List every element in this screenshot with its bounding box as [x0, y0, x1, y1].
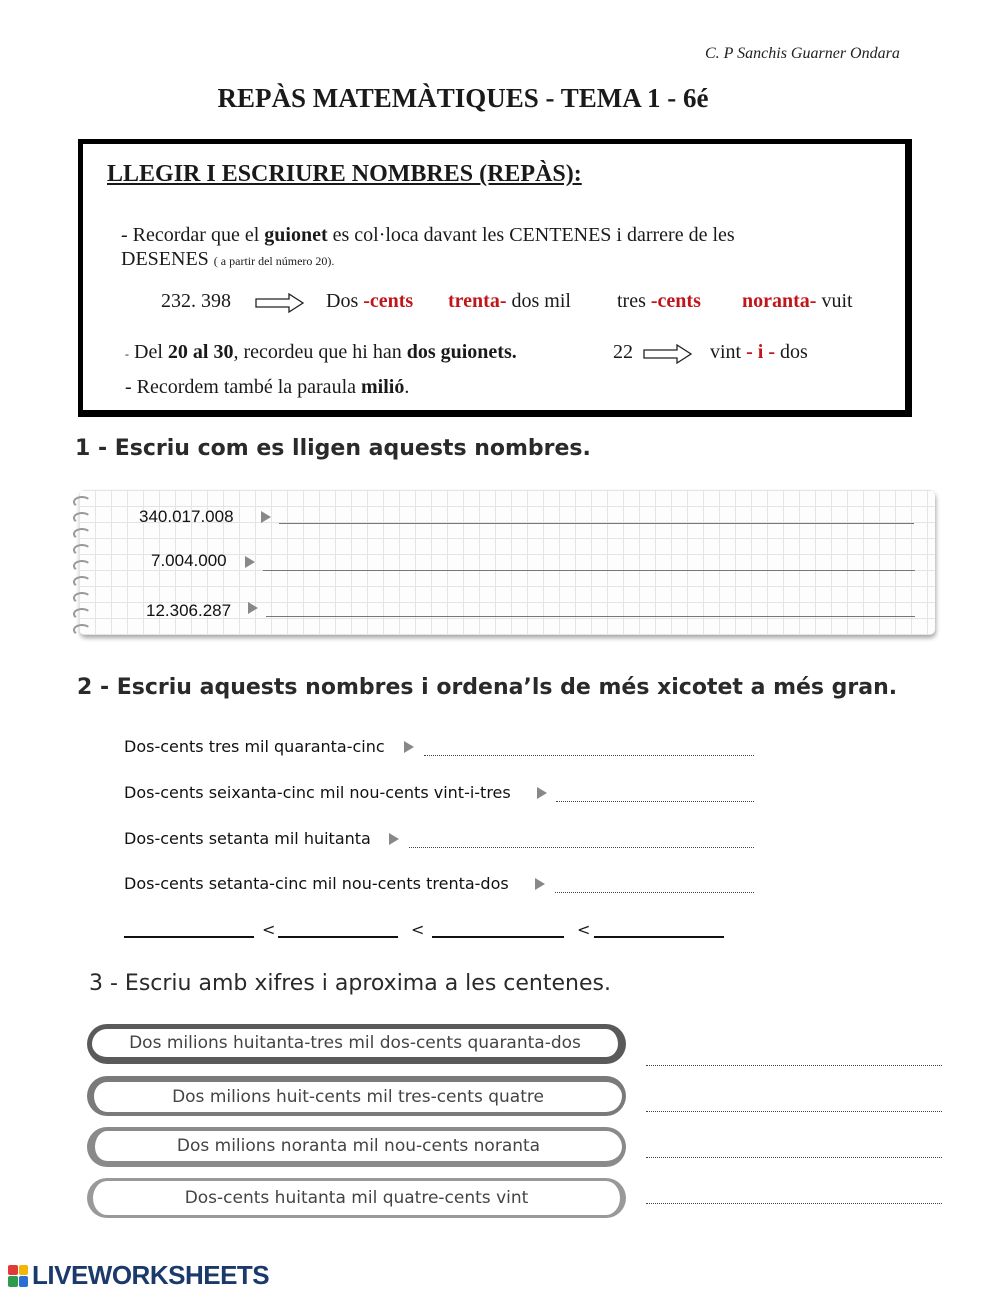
play-arrow-icon [535, 878, 545, 890]
rules-heading: LLEGIR I ESCRIURE NOMBRES (REPÀS): [107, 161, 582, 187]
rule-text: - Recordar que el [121, 224, 265, 246]
q3-answer-line-1[interactable] [646, 1065, 942, 1066]
example-1-part-b [448, 290, 571, 313]
rule-line-4 [125, 376, 409, 399]
logo-square [8, 1276, 18, 1287]
play-arrow-icon [248, 602, 258, 614]
spiral-ring [73, 608, 91, 620]
example-2-number: 22 [613, 341, 633, 363]
rule-line-2 [121, 248, 334, 271]
q2-answer-line-4[interactable] [555, 892, 754, 893]
q3-item-4 [87, 1178, 626, 1218]
logo-text: LIVEWORKSHEETS [32, 1260, 270, 1290]
q3-item-text: Dos milions huit-cents mil tres-cents quatre [172, 1087, 544, 1107]
example-text: dos mil [506, 290, 571, 312]
q2-item-4: Dos-cents setanta-cinc mil nou-cents trenta-dos [124, 874, 509, 893]
rule-text: - Recordem també la paraula [125, 376, 361, 398]
question-3-title: 3 - Escriu amb xifres i aproxima a les centenes. [89, 971, 611, 996]
play-arrow-icon [389, 833, 399, 845]
less-than-sign: < [411, 920, 425, 939]
q2-answer-line-3[interactable] [409, 847, 754, 848]
order-blank-1[interactable] [124, 936, 254, 938]
q3-item-3 [87, 1127, 626, 1167]
order-blank-3[interactable] [432, 936, 564, 938]
less-than-sign: < [262, 920, 276, 939]
q3-item-1 [87, 1024, 626, 1064]
logo-square [19, 1276, 29, 1287]
order-blank-2[interactable] [278, 936, 398, 938]
q2-item-2: Dos-cents seixanta-cinc mil nou-cents vint-i-tres [124, 783, 511, 802]
q2-answer-line-2[interactable] [556, 801, 754, 802]
example-1-part-a [326, 290, 413, 313]
spiral-ring [73, 624, 91, 636]
example-1-part-d [742, 290, 853, 313]
spiral-ring [73, 496, 91, 508]
example-red: trenta- [448, 290, 507, 312]
play-arrow-icon [245, 556, 255, 568]
spiral-ring [73, 512, 91, 524]
spiral-ring [73, 528, 91, 540]
question-1-title: 1 - Escriu com es lligen aquests nombres. [75, 436, 591, 461]
example-text: Dos [326, 290, 364, 312]
spiral-ring [73, 592, 91, 604]
q2-item-1: Dos-cents tres mil quaranta-cinc [124, 737, 385, 756]
rule-bold: dos guionets. [406, 341, 517, 363]
arrow-right-icon [255, 293, 305, 313]
rule-text: . [404, 376, 410, 398]
q1-answer-line-1[interactable] [279, 523, 914, 524]
rule-line-1 [121, 224, 735, 247]
spiral-ring [73, 576, 91, 588]
example-red: - i - [746, 341, 776, 363]
school-name: C. P Sanchis Guarner Ondara [705, 45, 900, 62]
example-red: noranta- [742, 290, 817, 312]
logo-square [8, 1265, 18, 1276]
q1-number-2: 7.004.000 [151, 551, 227, 570]
q2-item-3: Dos-cents setanta mil huitanta [124, 829, 371, 848]
q1-answer-line-2[interactable] [263, 570, 915, 571]
rule-line-3 [125, 341, 517, 364]
rule-text: , recordeu que hi han [233, 341, 407, 363]
q3-item-text: Dos milions huitanta-tres mil dos-cents quaranta-dos [129, 1033, 581, 1053]
page-title: REPÀS MATEMÀTIQUES - TEMA 1 - 6é [217, 83, 709, 113]
order-blank-4[interactable] [594, 936, 724, 938]
liveworksheets-logo-icon [8, 1265, 28, 1287]
rule-small-text: - [125, 347, 129, 361]
logo-square [19, 1265, 29, 1276]
example-1-part-c [617, 290, 701, 313]
rule-text: Del [129, 341, 168, 363]
rule-bold: guionet [264, 224, 328, 246]
q3-item-2 [87, 1076, 626, 1116]
example-text: vuit [816, 290, 853, 312]
question-2-title: 2 - Escriu aquests nombres i ordena’ls de més xicotet a més gran. [77, 675, 898, 700]
example-red: -cents [363, 290, 414, 312]
example-text: vint [710, 341, 747, 363]
play-arrow-icon [537, 787, 547, 799]
rule-small-text: ( a partir del número 20). [213, 254, 335, 268]
liveworksheets-logo[interactable] [8, 1260, 269, 1291]
q3-answer-line-3[interactable] [646, 1157, 942, 1158]
rule-bold: milió [361, 376, 405, 398]
rule-bold: 20 al 30 [167, 341, 234, 363]
example-text: dos [775, 341, 808, 363]
play-arrow-icon [404, 741, 414, 753]
q3-answer-line-2[interactable] [646, 1111, 942, 1112]
spiral-ring [73, 544, 91, 556]
example-red: -cents [650, 290, 701, 312]
q1-number-3: 12.306.287 [146, 601, 232, 620]
rule-text: es col·loca davant les CENTENES i darrere de les [327, 224, 735, 246]
play-arrow-icon [261, 511, 271, 523]
example-2-text [710, 341, 808, 364]
rule-text: DESENES [121, 248, 209, 270]
less-than-sign: < [577, 920, 591, 939]
example-1-number: 232. 398 [161, 290, 231, 312]
q3-item-text: Dos-cents huitanta mil quatre-cents vint [184, 1188, 529, 1208]
arrow-right-icon [643, 344, 693, 364]
q1-number-1: 340.017.008 [139, 507, 234, 526]
q1-answer-line-3[interactable] [266, 616, 915, 617]
q3-item-text: Dos milions noranta mil nou-cents noranta [176, 1136, 541, 1156]
q2-answer-line-1[interactable] [424, 755, 754, 756]
example-text: tres [617, 290, 651, 312]
q3-answer-line-4[interactable] [646, 1203, 942, 1204]
spiral-ring [73, 560, 91, 572]
